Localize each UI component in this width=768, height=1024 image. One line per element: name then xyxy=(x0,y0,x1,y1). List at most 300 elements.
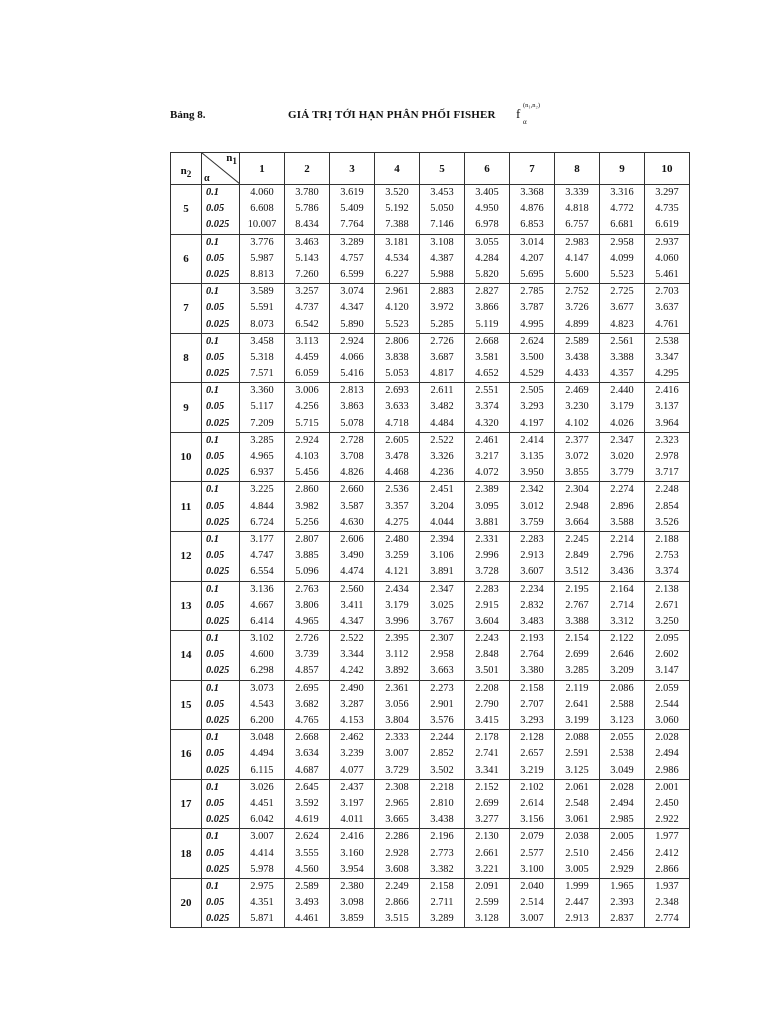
critical-value: 3.056 xyxy=(385,698,409,710)
critical-value: 2.234 xyxy=(520,583,544,595)
critical-value: 2.196 xyxy=(430,831,454,843)
critical-value: 4.459 xyxy=(295,351,319,363)
critical-value-cell xyxy=(645,829,690,879)
critical-value: 5.285 xyxy=(430,318,454,330)
critical-value: 3.125 xyxy=(565,764,589,776)
critical-value: 6.619 xyxy=(655,219,679,231)
critical-value: 3.855 xyxy=(565,467,589,479)
critical-value-cell xyxy=(555,185,600,235)
critical-value: 2.774 xyxy=(655,913,679,925)
critical-value-cell xyxy=(645,631,690,681)
critical-value: 2.837 xyxy=(610,913,634,925)
critical-value-cell xyxy=(240,383,285,433)
alpha-levels xyxy=(202,829,240,879)
critical-value-cell xyxy=(285,878,330,928)
col-header-3: 3 xyxy=(330,153,375,185)
critical-value-cell xyxy=(600,878,645,928)
critical-value: 3.804 xyxy=(385,715,409,726)
critical-value: 2.577 xyxy=(520,847,544,859)
critical-value: 3.436 xyxy=(610,566,634,578)
table-row xyxy=(171,432,690,482)
critical-value: 2.591 xyxy=(565,748,589,760)
critical-value-cell xyxy=(555,333,600,383)
critical-value-cell xyxy=(600,482,645,532)
critical-value-cell xyxy=(645,185,690,235)
critical-value: 2.086 xyxy=(610,682,634,694)
critical-value: 3.326 xyxy=(430,451,454,462)
critical-value: 2.928 xyxy=(385,847,409,859)
critical-value: 1.965 xyxy=(610,880,634,892)
critical-value: 2.924 xyxy=(340,335,364,347)
critical-value-cell xyxy=(285,779,330,829)
critical-value-cell xyxy=(330,829,375,879)
critical-value: 2.806 xyxy=(385,335,409,347)
critical-value: 6.115 xyxy=(250,764,274,776)
critical-value-cell xyxy=(645,531,690,581)
critical-value-cell xyxy=(600,333,645,383)
critical-value: 2.001 xyxy=(655,781,679,793)
critical-value: 5.978 xyxy=(250,863,274,875)
alpha-level: 0.1 xyxy=(206,831,219,843)
critical-value-cell xyxy=(240,482,285,532)
critical-value: 1.937 xyxy=(655,880,679,892)
critical-value: 2.088 xyxy=(565,732,589,744)
critical-value: 2.323 xyxy=(655,434,679,446)
critical-value: 4.543 xyxy=(250,698,274,710)
critical-value: 3.160 xyxy=(340,847,364,859)
alpha-level: 0.1 xyxy=(206,434,219,446)
critical-value: 3.219 xyxy=(520,764,544,776)
critical-value: 3.199 xyxy=(565,715,589,726)
critical-value: 2.767 xyxy=(565,599,589,611)
alpha-level: 0.025 xyxy=(206,814,230,826)
critical-value: 4.600 xyxy=(250,649,274,661)
critical-value: 2.304 xyxy=(565,484,589,496)
critical-value: 2.695 xyxy=(295,682,319,694)
critical-value: 3.859 xyxy=(340,913,364,925)
critical-value: 3.012 xyxy=(520,500,544,512)
critical-value: 3.453 xyxy=(430,187,454,198)
critical-value: 6.599 xyxy=(340,268,364,280)
critical-value: 3.964 xyxy=(655,417,679,429)
critical-value-cell xyxy=(285,432,330,482)
critical-value: 3.137 xyxy=(655,401,679,413)
critical-value: 3.225 xyxy=(250,484,274,496)
critical-value: 3.780 xyxy=(295,187,319,198)
critical-value: 3.589 xyxy=(250,286,274,298)
alpha-levels xyxy=(202,432,240,482)
critical-value: 2.929 xyxy=(610,863,634,875)
critical-value-cell xyxy=(510,432,555,482)
critical-value-cell xyxy=(555,829,600,879)
critical-value: 3.665 xyxy=(385,814,409,826)
critical-value: 2.913 xyxy=(520,550,544,562)
critical-value-cell xyxy=(510,482,555,532)
critical-value: 2.707 xyxy=(520,698,544,710)
critical-value: 3.049 xyxy=(610,764,634,776)
critical-value-cell xyxy=(465,482,510,532)
critical-value: 2.561 xyxy=(610,335,634,347)
critical-value-cell xyxy=(600,730,645,780)
critical-value: 2.152 xyxy=(475,781,499,793)
critical-value: 2.188 xyxy=(655,533,679,545)
critical-value-cell xyxy=(465,185,510,235)
alpha-level: 0.05 xyxy=(206,401,225,413)
critical-value: 8.813 xyxy=(250,268,274,280)
critical-value: 3.405 xyxy=(475,187,499,198)
critical-value-cell xyxy=(330,482,375,532)
critical-value: 2.614 xyxy=(520,797,544,809)
critical-value: 4.818 xyxy=(565,203,589,215)
critical-value: 3.619 xyxy=(340,187,364,198)
critical-value: 4.494 xyxy=(250,748,274,760)
critical-value: 4.295 xyxy=(655,368,679,380)
critical-value: 3.520 xyxy=(385,187,409,198)
critical-value: 3.344 xyxy=(340,649,364,661)
critical-value: 2.005 xyxy=(610,831,634,843)
critical-value-cell xyxy=(330,185,375,235)
critical-value: 3.490 xyxy=(340,550,364,562)
critical-value-cell xyxy=(510,631,555,681)
critical-value: 3.729 xyxy=(385,764,409,776)
n2-value: 15 xyxy=(171,680,202,730)
critical-value-cell xyxy=(330,631,375,681)
critical-value-cell xyxy=(600,284,645,334)
fisher-symbol-superscript: (n₁,n₂) xyxy=(523,102,540,109)
critical-value: 5.456 xyxy=(295,467,319,479)
critical-value: 3.608 xyxy=(385,863,409,875)
critical-value-cell xyxy=(240,730,285,780)
critical-value-cell xyxy=(375,333,420,383)
critical-value-cell xyxy=(510,829,555,879)
alpha-n1-header xyxy=(202,153,240,185)
critical-value: 3.838 xyxy=(385,351,409,363)
critical-value-cell xyxy=(375,581,420,631)
critical-value-cell xyxy=(645,482,690,532)
critical-value: 5.461 xyxy=(655,268,679,280)
alpha-levels xyxy=(202,284,240,334)
critical-value: 2.394 xyxy=(430,533,454,545)
critical-value-cell xyxy=(645,581,690,631)
critical-value-cell xyxy=(420,878,465,928)
critical-value-cell xyxy=(510,333,555,383)
critical-value-cell xyxy=(465,631,510,681)
critical-value: 3.415 xyxy=(475,715,499,726)
critical-value: 2.522 xyxy=(430,434,454,446)
critical-value: 2.079 xyxy=(520,831,544,843)
critical-value: 3.005 xyxy=(565,863,589,875)
critical-value: 2.158 xyxy=(430,880,454,892)
critical-value: 3.074 xyxy=(340,286,364,298)
critical-value: 4.011 xyxy=(340,814,364,826)
critical-value: 2.725 xyxy=(610,286,634,298)
critical-value: 2.807 xyxy=(295,533,319,545)
critical-value: 2.913 xyxy=(565,913,589,925)
critical-value-cell xyxy=(285,185,330,235)
critical-value: 2.274 xyxy=(610,484,634,496)
critical-value: 2.061 xyxy=(565,781,589,793)
critical-value: 3.007 xyxy=(250,831,274,843)
critical-value: 4.619 xyxy=(295,814,319,826)
critical-value-cell xyxy=(285,680,330,730)
critical-value: 2.130 xyxy=(475,831,499,843)
critical-value: 3.374 xyxy=(655,566,679,578)
critical-value: 4.857 xyxy=(295,665,319,677)
critical-value: 2.380 xyxy=(340,880,364,892)
alpha-level: 0.05 xyxy=(206,302,225,314)
critical-value: 10.007 xyxy=(247,219,277,231)
critical-value: 2.785 xyxy=(520,286,544,298)
critical-value: 5.078 xyxy=(340,417,364,429)
critical-value: 4.687 xyxy=(295,764,319,776)
critical-value: 8.434 xyxy=(295,219,319,231)
alpha-levels xyxy=(202,185,240,235)
critical-value: 7.146 xyxy=(430,219,454,231)
critical-value: 3.512 xyxy=(565,566,589,578)
critical-value-cell xyxy=(285,730,330,780)
critical-value: 2.860 xyxy=(295,484,319,496)
critical-value: 3.996 xyxy=(385,615,409,627)
critical-value: 3.289 xyxy=(430,913,454,925)
alpha-level: 0.025 xyxy=(206,219,230,231)
critical-value: 3.708 xyxy=(340,451,364,462)
critical-value-cell xyxy=(420,730,465,780)
critical-value-cell xyxy=(555,878,600,928)
alpha-level: 0.1 xyxy=(206,781,219,793)
critical-value: 2.711 xyxy=(430,897,454,909)
critical-value: 3.128 xyxy=(475,913,499,925)
critical-value: 5.053 xyxy=(385,368,409,380)
critical-value: 4.735 xyxy=(655,203,679,215)
critical-value: 2.983 xyxy=(565,236,589,248)
critical-value: 6.298 xyxy=(250,665,274,677)
critical-value: 3.073 xyxy=(250,682,274,694)
critical-value: 2.469 xyxy=(565,385,589,397)
n2-header-label: n xyxy=(180,164,187,177)
critical-value: 3.007 xyxy=(520,913,544,925)
critical-value-cell xyxy=(330,730,375,780)
table-row xyxy=(171,383,690,433)
critical-value: 3.555 xyxy=(295,847,319,859)
critical-value: 4.072 xyxy=(475,467,499,479)
table-row xyxy=(171,631,690,681)
critical-value: 3.061 xyxy=(565,814,589,826)
critical-value: 3.502 xyxy=(430,764,454,776)
critical-value: 5.318 xyxy=(250,351,274,363)
critical-value: 2.699 xyxy=(475,797,499,809)
critical-value: 8.073 xyxy=(250,318,274,330)
critical-value: 4.153 xyxy=(340,715,364,726)
critical-value: 4.534 xyxy=(385,252,409,264)
critical-value: 2.560 xyxy=(340,583,364,595)
critical-value: 2.641 xyxy=(565,698,589,710)
alpha-level: 0.05 xyxy=(206,203,225,215)
critical-value: 4.147 xyxy=(565,252,589,264)
alpha-level: 0.05 xyxy=(206,252,225,264)
critical-value: 4.823 xyxy=(610,318,634,330)
critical-value: 2.347 xyxy=(610,434,634,446)
critical-value: 2.813 xyxy=(340,385,364,397)
alpha-level: 0.025 xyxy=(206,417,230,429)
critical-value: 2.283 xyxy=(475,583,499,595)
alpha-level: 0.025 xyxy=(206,665,230,677)
critical-value: 2.038 xyxy=(565,831,589,843)
critical-value: 2.589 xyxy=(565,335,589,347)
critical-value: 5.050 xyxy=(430,203,454,215)
critical-value-cell xyxy=(240,631,285,681)
critical-value: 2.164 xyxy=(610,583,634,595)
critical-value: 3.482 xyxy=(430,401,454,413)
alpha-level: 0.025 xyxy=(206,566,230,578)
n2-value: 9 xyxy=(171,383,202,433)
critical-value: 2.985 xyxy=(610,814,634,826)
critical-value-cell xyxy=(555,631,600,681)
critical-value: 5.409 xyxy=(340,203,364,215)
critical-value: 4.765 xyxy=(295,715,319,726)
critical-value: 2.437 xyxy=(340,781,364,793)
critical-value: 3.388 xyxy=(610,351,634,363)
n2-value: 11 xyxy=(171,482,202,532)
critical-value: 4.236 xyxy=(430,467,454,479)
critical-value: 3.458 xyxy=(250,335,274,347)
critical-value: 5.820 xyxy=(475,268,499,280)
critical-value: 2.331 xyxy=(475,533,499,545)
alpha-levels xyxy=(202,581,240,631)
critical-value: 3.060 xyxy=(655,715,679,726)
alpha-level: 0.1 xyxy=(206,682,219,694)
table-row xyxy=(171,878,690,928)
critical-value: 2.480 xyxy=(385,533,409,545)
critical-value: 2.661 xyxy=(475,847,499,859)
critical-value: 5.600 xyxy=(565,268,589,280)
critical-value-cell xyxy=(555,284,600,334)
critical-value: 2.091 xyxy=(475,880,499,892)
n2-header xyxy=(171,153,202,185)
critical-value: 2.178 xyxy=(475,732,499,744)
critical-value: 2.283 xyxy=(520,533,544,545)
critical-value: 2.414 xyxy=(520,434,544,446)
critical-value: 4.120 xyxy=(385,302,409,314)
critical-value: 2.490 xyxy=(340,682,364,694)
critical-value: 2.668 xyxy=(475,335,499,347)
critical-value-cell xyxy=(375,779,420,829)
critical-value: 2.059 xyxy=(655,682,679,694)
critical-value: 3.483 xyxy=(520,615,544,627)
alpha-level: 0.025 xyxy=(206,615,230,627)
critical-value: 3.779 xyxy=(610,467,634,479)
critical-value: 3.682 xyxy=(295,698,319,710)
critical-value: 3.438 xyxy=(430,814,454,826)
critical-value: 4.077 xyxy=(340,764,364,776)
critical-value: 3.501 xyxy=(475,665,499,677)
critical-value: 2.158 xyxy=(520,682,544,694)
critical-value-cell xyxy=(420,383,465,433)
critical-value: 6.937 xyxy=(250,467,274,479)
critical-value: 5.119 xyxy=(475,318,499,330)
critical-value: 3.293 xyxy=(520,401,544,413)
alpha-level: 0.1 xyxy=(206,286,219,298)
n2-value: 12 xyxy=(171,531,202,581)
critical-value: 3.588 xyxy=(610,516,634,528)
critical-value: 2.588 xyxy=(610,698,634,710)
alpha-level: 0.05 xyxy=(206,550,225,562)
critical-value: 2.208 xyxy=(475,682,499,694)
critical-value: 3.297 xyxy=(655,187,679,198)
critical-value: 3.123 xyxy=(610,715,634,726)
critical-value: 4.320 xyxy=(475,417,499,429)
alpha-levels xyxy=(202,531,240,581)
critical-value-cell xyxy=(645,730,690,780)
critical-value: 6.200 xyxy=(250,715,274,726)
critical-value: 2.624 xyxy=(520,335,544,347)
critical-value: 3.587 xyxy=(340,500,364,512)
critical-value: 3.098 xyxy=(340,897,364,909)
critical-value: 4.761 xyxy=(655,318,679,330)
critical-value-cell xyxy=(420,234,465,284)
critical-value: 3.113 xyxy=(295,335,319,347)
critical-value-cell xyxy=(240,531,285,581)
critical-value: 4.899 xyxy=(565,318,589,330)
critical-value: 2.128 xyxy=(520,732,544,744)
critical-value: 6.542 xyxy=(295,318,319,330)
critical-value: 3.493 xyxy=(295,897,319,909)
critical-value: 2.416 xyxy=(340,831,364,843)
critical-value: 4.256 xyxy=(295,401,319,413)
critical-value: 7.260 xyxy=(295,268,319,280)
critical-value: 2.883 xyxy=(430,286,454,298)
critical-value: 2.937 xyxy=(655,236,679,248)
critical-value-cell xyxy=(600,185,645,235)
critical-value: 3.250 xyxy=(655,615,679,627)
critical-value-cell xyxy=(465,531,510,581)
table-row xyxy=(171,333,690,383)
critical-value: 3.316 xyxy=(610,187,634,198)
critical-value-cell xyxy=(375,829,420,879)
critical-value: 2.494 xyxy=(655,748,679,760)
critical-value: 2.728 xyxy=(340,434,364,446)
critical-value-cell xyxy=(285,383,330,433)
alpha-level: 0.025 xyxy=(206,913,230,925)
critical-value: 2.958 xyxy=(610,236,634,248)
col-header-8: 8 xyxy=(555,153,600,185)
alpha-level: 0.05 xyxy=(206,897,225,909)
critical-value: 3.177 xyxy=(250,533,274,545)
critical-value-cell xyxy=(330,284,375,334)
critical-value-cell xyxy=(510,284,555,334)
critical-value-cell xyxy=(285,531,330,581)
critical-value-cell xyxy=(375,531,420,581)
alpha-level: 0.05 xyxy=(206,797,225,809)
critical-value: 3.179 xyxy=(610,401,634,413)
critical-value-cell xyxy=(240,829,285,879)
critical-value-cell xyxy=(555,234,600,284)
alpha-level: 0.05 xyxy=(206,451,225,462)
critical-value: 4.468 xyxy=(385,467,409,479)
critical-value: 3.357 xyxy=(385,500,409,512)
critical-value: 3.806 xyxy=(295,599,319,611)
critical-value-cell xyxy=(240,680,285,730)
critical-value: 3.285 xyxy=(250,434,274,446)
critical-value: 3.592 xyxy=(295,797,319,809)
critical-value: 4.950 xyxy=(475,203,499,215)
critical-value-cell xyxy=(555,581,600,631)
critical-value: 2.810 xyxy=(430,797,454,809)
critical-value: 2.671 xyxy=(655,599,679,611)
n2-value: 16 xyxy=(171,730,202,780)
critical-value: 2.703 xyxy=(655,286,679,298)
critical-value: 4.965 xyxy=(295,615,319,627)
critical-value: 3.717 xyxy=(655,467,679,479)
